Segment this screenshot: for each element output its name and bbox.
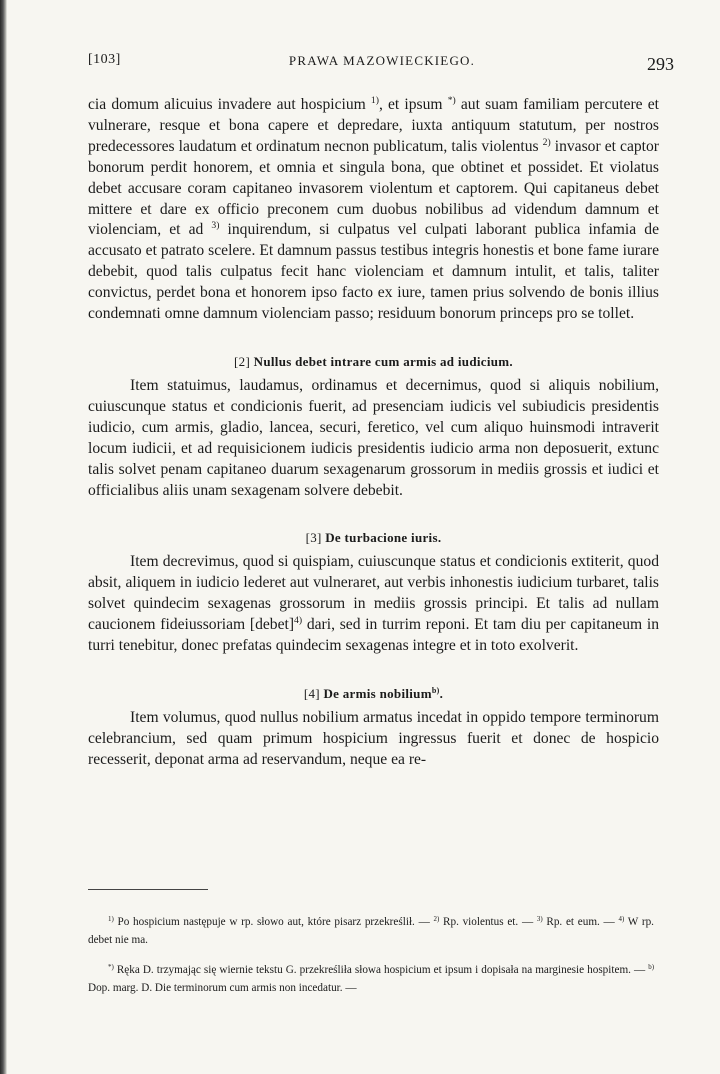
footnote-marker: 3) xyxy=(211,220,220,232)
text-run: Item volumus, quod nullus nobilium armatus incedat in oppido tempore terminorum celebrancium, sed quam primum hospicium ingressus fuerit et donec de hospicio recesserit, deponat arma ad reservandum, neque ea re- xyxy=(88,708,659,768)
section-paragraph-3 xyxy=(88,552,659,657)
page-header xyxy=(88,52,676,76)
running-title: PRAWA MAZOWIECKIEGO. xyxy=(288,53,476,68)
section-number-4: [4] xyxy=(303,685,320,701)
section-number-3: [3] xyxy=(305,530,322,546)
text-run: cia domum alicuius invadere aut hospicium xyxy=(88,96,371,113)
footnote-group-1 xyxy=(88,913,654,949)
text-run: dari, sed in turrim reponi. Et tam diu per capitaneum in turri tenebitur, donec prefatas quindecim sexagenas integre et in toto exolverit. xyxy=(88,616,659,655)
text-run: Item decrevimus, quod si quispiam, cuiuscunque status et condicionis extiterit, quod absit, aliquem in iudicio lederet aut vulneraret, aut verbis inhonestis iudicium turbaret, talis solvet quindecim sexagenas grossorum in mediis grossis principi. Et talis ad nullam caucionem fideiussoriam [debet] xyxy=(88,553,659,634)
text-run: Item statuimus, laudamus, ordinamus et decernimus, quod si aliquis nobilium, cuiuscunque status et condicionis fuerit, ad presenciam iudicis vel subiudicis presidentis iudicio, cum armis, gladio, lancea, securi, feretico, vel cum aliquo huinsmodi intraverit locum iudicii, et ad requisicionem iudicis presidentis iudicio arma non deposuerit, extunc talis solvet penam capitaneo duarum sexagenarum grossorum in mediis grossis et iudici et officialibus aliis unam sexagenam solvere debebit. xyxy=(88,376,659,499)
text-run: Po hospicium następuje w rp. słowo aut, które pisarz przekreślił. — xyxy=(113,916,434,928)
text-run: Ręka D. trzymając się wiernie tekstu G. przekreśliła słowa hospicium et ipsum i dopisała na marginesie hospitem. — xyxy=(113,964,649,976)
section-title-4: De armis nobilium xyxy=(323,685,432,701)
section-paragraph-4 xyxy=(88,708,659,771)
binding-edge xyxy=(0,0,7,1074)
footnote-marker: 1) xyxy=(108,914,114,923)
text-run: W rp. debet nie ma. xyxy=(88,916,654,946)
main-text xyxy=(88,95,659,771)
text-run: Rp. et eum. — xyxy=(542,916,619,928)
footnote-marker: 2) xyxy=(433,914,440,923)
footnote-marker: *) xyxy=(108,962,114,971)
footnote-marker: 4) xyxy=(294,615,303,627)
footnote-ref: b) xyxy=(431,686,440,696)
section-heading-3 xyxy=(88,528,659,548)
section-title-3: De turbacione iuris. xyxy=(325,530,442,546)
text-run: invasor et captor bonorum perdit honorem, et omnia et singula bona, que obtinet et possidet. Et violatus debet accusare coram capitaneo invasorem violentum et captorem. Qui capitaneus debet mittere et dare ex officio preconem cum duobus nobilibus ad videndum damnum et violenciam, et ad xyxy=(88,137,659,239)
footnote-marker: *) xyxy=(447,95,456,107)
page-ref: [103] xyxy=(88,52,121,67)
opening-paragraph xyxy=(88,95,659,325)
footnote-marker: 1) xyxy=(370,95,379,107)
section-number-2: [2] xyxy=(234,353,251,369)
footnotes xyxy=(88,913,654,1009)
footnote-divider xyxy=(88,889,208,890)
text-run: , et ipsum xyxy=(378,96,448,113)
footnote-marker: b) xyxy=(648,962,654,971)
footnote-group-2 xyxy=(88,961,654,997)
section-heading-2 xyxy=(88,352,659,372)
section-title-2: Nullus debet intrare cum armis ad iudicium. xyxy=(253,353,513,369)
footnote-marker: 2) xyxy=(542,137,551,149)
section-paragraph-2 xyxy=(88,376,659,501)
text-run: Dop. marg. D. Die terminorum cum armis non incedatur. — xyxy=(88,982,357,994)
section-heading-4: [4] De armis nobilium$^{b)}$. xyxy=(303,685,444,701)
page-number: 293 xyxy=(647,54,674,74)
footnote-marker: 3) xyxy=(536,914,543,923)
text-run: Rp. violentus et. — xyxy=(439,916,537,928)
text-run: aut suam familiam percutere et vulnerare, resque et bona capere et depredare, iuxta antiquum statutum, per nostros predecessores laudatum et ordinatum necnon publicatum, talis violentus xyxy=(88,96,659,155)
footnote-marker: 4) xyxy=(618,914,625,923)
text-run: inquirendum, si culpatus vel culpati laborant publica infamia de accusato et patrato scelere. Et damnum passus testibus integris honestis et bone fame iurare debebit, quod talis culpatus fecit hanc violenciam et damnum intulit, et talis, taliter convictus, perdet bona et honorem ipso facto ex iure, tamen prius solvendo de bonis illius condemnati omne damnum violenciam passo; residuum bonorum princeps pro se tollet. xyxy=(88,221,659,323)
